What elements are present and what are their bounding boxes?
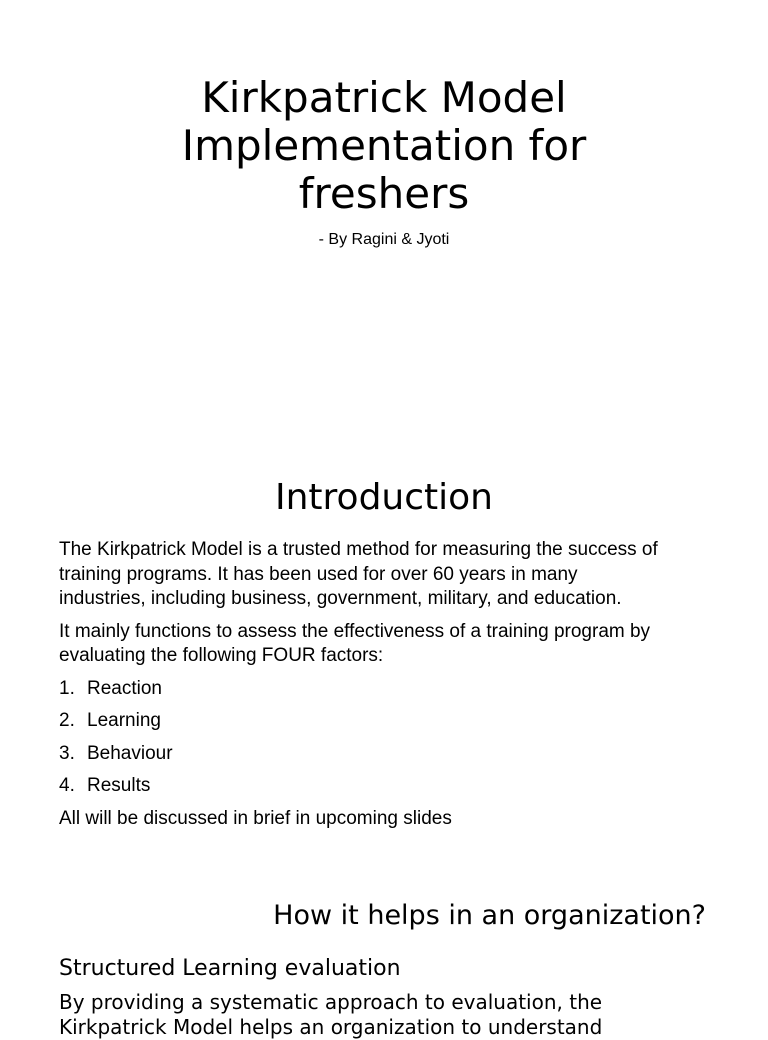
document-title: [0, 74, 768, 218]
intro-p1-line-3: industries, including business, government, military, and education.: [59, 588, 622, 609]
factor-item: [59, 742, 719, 767]
organization-slide: [0, 880, 768, 1039]
factor-label: Results: [87, 775, 151, 796]
factors-list: [59, 677, 719, 799]
factor-item: [59, 677, 719, 702]
org-body-line-2: Kirkpatrick Model helps an organization to understand: [59, 1015, 603, 1039]
factor-item: [59, 709, 719, 734]
factor-item: [59, 774, 719, 799]
organization-body: [59, 990, 709, 1040]
intro-p1-line-1: The Kirkpatrick Model is a trusted method for measuring the success of: [59, 539, 658, 560]
introduction-slide: [0, 440, 768, 880]
intro-paragraph-2: [59, 620, 719, 669]
factor-number: 3.: [59, 742, 75, 764]
factor-number: 1.: [59, 677, 75, 699]
organization-heading: How it helps in an organization?: [273, 900, 706, 931]
intro-paragraph-1: [59, 538, 719, 612]
organization-subheading: Structured Learning evaluation: [59, 956, 401, 981]
introduction-heading: Introduction: [274, 477, 493, 518]
intro-p1-line-2: training programs. It has been used for over 60 years in many: [59, 563, 578, 585]
title-slide: [0, 0, 768, 440]
factor-number: 2.: [59, 710, 75, 731]
introduction-body: [59, 538, 719, 839]
factor-label: Learning: [87, 710, 161, 731]
factor-label: Behaviour: [87, 742, 173, 764]
factor-label: Reaction: [87, 677, 162, 699]
intro-p2-line-1: It mainly functions to assess the effectiveness of a training program by: [59, 620, 651, 642]
title-line-1: Kirkpatrick Model: [201, 73, 567, 122]
author-subtitle: - By Ragini & Jyoti: [318, 231, 450, 248]
title-line-3: freshers: [298, 169, 470, 218]
title-line-2: Implementation for: [181, 121, 587, 170]
intro-closing: All will be discussed in brief in upcoming slides: [59, 807, 452, 829]
factor-number: 4.: [59, 775, 75, 796]
intro-p2-line-2: evaluating the following FOUR factors:: [59, 645, 384, 666]
org-body-line-1: By providing a systematic approach to evaluation, the: [59, 990, 603, 1014]
